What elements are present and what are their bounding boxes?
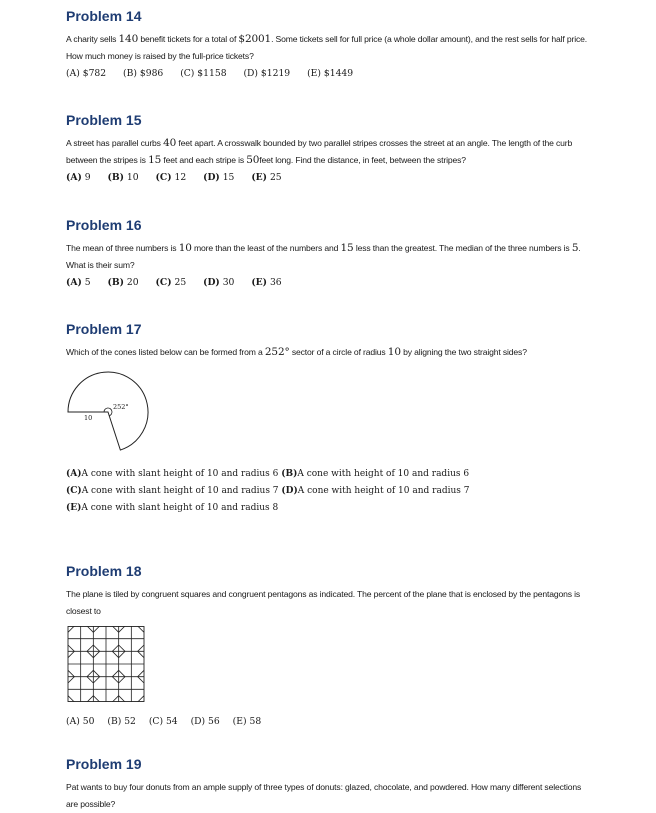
problem-18 [66,563,590,620]
answer-choices [66,276,590,290]
choice-b: (B) 10 [107,172,139,183]
choice-c: (C) $1158 [180,68,227,79]
tiling-diagonal [93,670,99,676]
choice-line-1 [66,466,469,483]
tiling-diagonal [87,670,93,676]
choice-a: (A) 50 [66,716,95,727]
math-value: 140 [118,33,139,45]
tiling-diagonal [119,645,125,651]
choice-e: (E) 36 [251,277,282,288]
problem-statement: The mean of three numbers is 10 more than the least of the numbers and 15 less than the greatest. The median of the three numbers is 5. What is their sum? [66,242,581,270]
choice-e: (E) 25 [251,172,282,183]
choice-e: (E) 58 [232,716,262,727]
answer-choices [66,67,590,81]
math-value: $2001 [238,33,272,45]
tiling-diagonal [68,696,74,702]
tiling-figure [66,626,146,702]
choice-letter: (B) [281,469,298,479]
math-value: 50 [246,154,260,166]
problem-title: Problem 14 [66,8,142,24]
problem-17 [66,321,590,361]
choice-a: (A) 9 [66,172,91,183]
choice-c: (C) 12 [155,172,187,183]
choice-d: (D) 15 [203,172,235,183]
problem-19 [66,756,590,813]
math-value: 5 [571,242,579,254]
choice-letter: (D) [281,486,298,496]
math-value: 40 [163,137,177,149]
choice-a: A cone with slant height of 10 and radius 6 [81,469,279,479]
choice-c: A cone with slant height of 10 and radius 7 [81,486,279,496]
choice-d: (D) $1219 [243,68,291,79]
tiling-diagonal [138,651,144,657]
tiling-diagonal [68,626,74,632]
math-value: 10 [387,346,401,358]
tiling-diagonal [138,677,144,683]
tiling-diagonal [138,645,144,651]
tiling-diagonal [119,677,125,683]
problem-statement: The plane is tiled by congruent squares and congruent pentagons as indicated. The percent of the plane that is enclosed by the pentagons is closest to [66,589,581,616]
tiling-diagonal [138,670,144,676]
choice-letter: (C) [66,486,82,496]
problem-14 [66,8,590,81]
tiling-diagonal [112,626,118,632]
tiling-diagonal [112,696,118,702]
answer-choices [66,715,275,729]
tiling-diagonal [68,645,74,651]
tiling-diagonal [68,670,74,676]
tiling-diagonal [119,696,125,702]
tiling-diagonal [93,696,99,702]
tiling-diagonal [119,626,125,632]
choice-b: (B) 20 [107,277,139,288]
choice-line-2 [66,483,469,500]
choice-e: A cone with slant height of 10 and radius 8 [81,503,279,513]
tiling-diagonal [119,651,125,657]
tiling-diagonal [68,651,74,657]
choice-letter: (A) [66,469,82,479]
choice-d: (D) 30 [203,277,235,288]
math-value: 10 [178,242,192,254]
tiling-diagonal [119,670,125,676]
choice-a: (A) $782 [66,68,107,79]
choice-b: (B) $986 [123,68,164,79]
answer-choices [66,171,590,185]
answer-choices [66,466,469,517]
math-value: 15 [148,154,162,166]
choice-c: (C) 54 [148,716,178,727]
choice-line-3 [66,500,469,517]
problem-statement: A charity sells 140 benefit tickets for a total of $2001. Some tickets sell for full price (a whole dollar amount), and the rest sells for half price. How much money is raised by the full-price tickets? [66,33,588,61]
tiling-diagonal [93,626,99,632]
tiling-diagonal [93,645,99,651]
tiling-diagonal [87,696,93,702]
tiling-diagonal [112,677,118,683]
tiling-diagonal [87,677,93,683]
choice-e: (E) $1449 [307,68,354,79]
angle-label: 252° [113,403,129,411]
math-value: 252° [264,346,290,358]
tiling-diagonal [112,645,118,651]
choice-b: A cone with height of 10 and radius 6 [297,469,470,479]
tiling-diagonal [87,645,93,651]
math-value: 15 [340,242,354,254]
problem-16 [66,217,590,290]
problem-15 [66,112,590,185]
problem-statement: A street has parallel curbs 40 feet apart. A crosswalk bounded by two parallel stripes crosses the street at an angle. The length of the curb between the stripes is 15 feet and each stripe is 50feet long. Find the distance, in feet, between the stripes? [66,137,573,166]
choice-letter: (E) [66,503,82,513]
choice-d: (D) 56 [190,716,220,727]
tiling-diagonal [87,626,93,632]
tiling-diagonal [93,677,99,683]
choice-a: (A) 5 [66,277,91,288]
choice-b: (B) 52 [107,716,136,727]
sector-outline [68,372,148,450]
tiling-diagonal [112,651,118,657]
problem-title: Problem 15 [66,112,142,128]
problem-title: Problem 17 [66,321,142,337]
sector-figure [60,362,160,462]
problem-title: Problem 18 [66,563,142,579]
choice-c: (C) 25 [155,277,187,288]
problem-title: Problem 19 [66,756,142,772]
tiling-diagonal [93,651,99,657]
tiling-diagonal [138,626,144,632]
radius-label: 10 [84,414,93,422]
choice-d: A cone with height of 10 and radius 7 [297,486,470,496]
problem-title: Problem 16 [66,217,142,233]
problem-statement: Pat wants to buy four donuts from an ample supply of three types of donuts: glazed, chocolate, and powdered. How many different selections are possible? [66,782,582,809]
problem-statement: Which of the cones listed below can be formed from a 252° sector of a circle of radius 10 by aligning the two straight sides? [66,346,527,358]
tiling-diagonal [138,696,144,702]
tiling-diagonal [112,670,118,676]
tiling-diagonal [87,651,93,657]
tiling-diagonal [68,677,74,683]
